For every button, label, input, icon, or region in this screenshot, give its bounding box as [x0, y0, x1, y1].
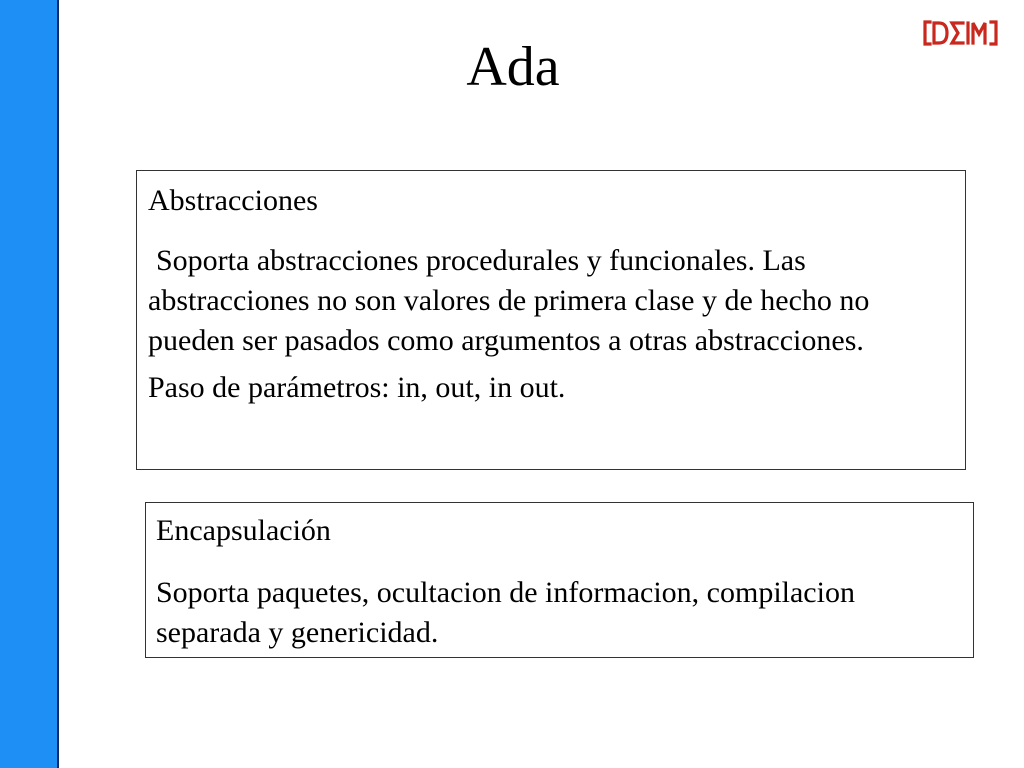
slide-title-text: Ada [466, 36, 560, 98]
encapsulacion-box [145, 502, 974, 658]
encapsulacion-body: Soporta paquetes, ocultacion de informacion, compilacion separada y genericidad. [156, 576, 855, 649]
encapsulacion-heading: Encapsulación [156, 514, 331, 547]
abstracciones-box [136, 170, 966, 470]
slide-title [0, 34, 1024, 100]
side-bar [0, 0, 59, 768]
abstracciones-heading: Abstracciones [148, 184, 318, 217]
abstracciones-body: Soporta abstracciones procedurales y funcionales. Las abstracciones no son valores de primera clase y de hecho no pueden ser pasados como argumentos a otras abstracciones. [148, 244, 870, 357]
abstracciones-params: Paso de parámetros: in, out, in out. [148, 371, 566, 404]
